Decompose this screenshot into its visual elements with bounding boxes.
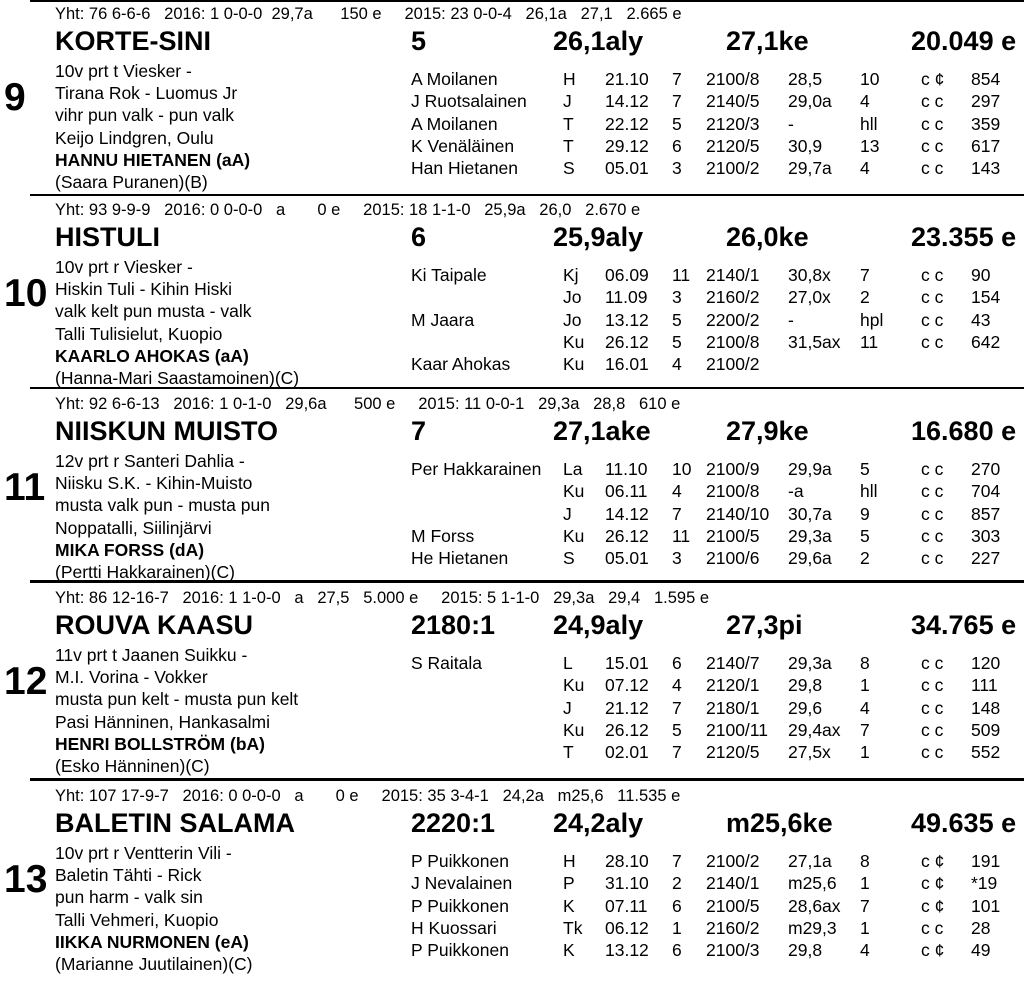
race-shoe: c c [921,917,944,938]
race-date: 21.10 [605,69,649,89]
race-prize: 270 [971,459,1001,479]
record-auto: 24,2aly [553,808,644,838]
driver-name: HENRI BOLLSTRÖM (bA) [55,733,265,754]
race-track: Jo [563,309,582,330]
race-driver: Han Hietanen [411,158,519,179]
race-dist: 2100/11 [706,719,768,740]
horse-parents: Baletin Tähti - Rick [55,865,202,886]
driver-colors: musta valk pun - musta pun [55,495,270,516]
race-track: La [563,459,583,479]
race-prize: 148 [971,697,1001,718]
program-number: 12 [4,660,48,703]
race-track: Ku [563,331,585,352]
race-date: 15.01 [605,653,649,673]
race-place: 4 [860,940,870,961]
race-place: 7 [860,719,870,740]
race-date: 06.12 [605,917,649,938]
race-time: 29,8 [788,940,823,961]
race-prize: 101 [971,895,1001,916]
start-position: 6 [411,222,427,252]
race-p: 7 [672,697,682,718]
race-track: Ku [563,354,585,375]
horse-entry [0,584,1024,780]
race-dist: 2200/2 [706,309,760,330]
race-track: Ku [563,481,585,502]
race-dist: 2140/5 [706,91,760,112]
race-track: Tk [563,917,583,938]
race-time: 29,6a [788,548,832,569]
race-track: J [563,503,572,524]
race-dist: 2120/1 [706,675,760,696]
race-time: m25,6 [788,873,837,894]
driver-colors: valk kelt pun musta - valk [55,301,252,322]
race-track: Ku [563,525,585,546]
race-dist: 2160/2 [706,917,760,938]
race-place: 2 [860,287,870,308]
record-volt: 27,9ke [726,416,809,446]
horse-name: ROUVA KAASU [55,610,254,640]
race-date: 28.10 [605,851,649,871]
race-prize: 297 [971,91,1001,112]
race-place: 1 [860,675,870,696]
race-prize: 704 [971,481,1001,502]
career-stats: Yht: 92 6-6-13 2016: 1 0-1-0 29,6a 500 e 2015: 11 0-0-1 29,3a 28,8 610 e [55,395,681,413]
race-driver: P Puikkonen [411,851,509,871]
race-date: 31.10 [605,873,649,894]
race-track: Kj [563,265,579,285]
horse-name: NIISKUN MUISTO [55,416,279,446]
race-date: 07.11 [605,895,648,916]
race-place: 13 [860,135,880,156]
total-earnings: 20.049 e [911,26,1017,56]
race-date: 26.12 [605,331,649,352]
race-place: 5 [860,459,870,479]
race-shoe: c c [921,309,944,330]
race-track: J [563,91,572,112]
race-p: 6 [672,135,682,156]
record-auto: 25,9aly [553,222,644,252]
start-position: 2220:1 [411,808,496,838]
race-shoe: c c [921,113,944,134]
race-dist: 2100/2 [706,354,760,375]
race-prize: 43 [971,309,991,330]
race-prize: 854 [971,69,1001,89]
driver-name: MIKA FORSS (dA) [55,539,205,560]
race-dist: 2120/5 [706,135,760,156]
race-shoe: c c [921,697,944,718]
driver-colors: vihr pun valk - pun valk [55,105,234,126]
race-dist: 2180/1 [706,697,760,718]
race-place: 2 [860,548,870,569]
race-time: 28,5 [788,69,823,89]
horse-parents: Niisku S.K. - Kihin-Muisto [55,473,253,494]
race-driver: M Forss [411,525,475,546]
race-date: 13.12 [605,309,649,330]
race-shoe: c c [921,135,944,156]
race-shoe: c ¢ [921,873,945,894]
driver-name: IIKKA NURMONEN (eA) [55,931,249,952]
trainer: (Saara Puranen)(B) [55,172,208,192]
race-date: 05.01 [605,548,649,569]
race-p: 7 [672,742,682,763]
race-shoe: c ¢ [921,940,945,961]
race-prize: 90 [971,265,991,285]
race-track: K [563,895,575,916]
race-shoe: c c [921,503,944,524]
total-earnings: 34.765 e [911,610,1017,640]
race-time: 31,5ax [788,331,841,352]
race-shoe: c ¢ [921,69,945,89]
driver-colors: pun harm - valk sin [55,887,203,908]
race-dist: 2140/1 [706,265,760,285]
race-dist: 2100/8 [706,69,760,89]
race-dist: 2100/6 [706,548,760,569]
race-p: 6 [672,653,682,673]
race-date: 29.12 [605,135,649,156]
race-place: 5 [860,525,870,546]
race-track: T [563,135,574,156]
race-shoe: c ¢ [921,851,945,871]
race-p: 4 [672,675,682,696]
start-position: 5 [411,26,427,56]
race-prize: 191 [971,851,1001,871]
race-prize: 359 [971,113,1001,134]
race-prize: 49 [971,940,991,961]
race-place: 1 [860,742,870,763]
race-time: 29,3a [788,525,832,546]
owner: Keijo Lindgren, Oulu [55,127,214,148]
race-p: 5 [672,331,682,352]
race-place: hll [860,113,878,134]
race-prize: 617 [971,135,1001,156]
race-track: S [563,158,575,179]
start-position: 2180:1 [411,610,496,640]
race-p: 11 [672,265,691,285]
race-track: H [563,69,576,89]
race-shoe: c c [921,459,944,479]
race-shoe: c c [921,158,944,179]
race-time: 29,7a [788,158,832,179]
race-time: 28,6ax [788,895,841,916]
race-time: 29,9a [788,459,832,479]
race-shoe: c c [921,265,944,285]
race-shoe: c c [921,481,944,502]
race-prize: 552 [971,742,1001,763]
race-track: P [563,873,575,894]
race-dist: 2140/7 [706,653,760,673]
race-place: hpl [860,309,884,330]
race-p: 6 [672,895,682,916]
horse-name: KORTE-SINI [55,26,212,56]
career-stats: Yht: 107 17-9-7 2016: 0 0-0-0 a 0 e 2015: 35 3-4-1 24,2a m25,6 11.535 e [55,787,681,805]
race-date: 06.11 [605,481,648,502]
race-place: hll [860,481,878,502]
record-auto: 24,9aly [553,610,644,640]
trainer: (Esko Hänninen)(C) [55,756,210,776]
race-time: 29,6 [788,697,823,718]
trainer: (Hanna-Mari Saastamoinen)(C) [55,368,300,388]
race-prize: 28 [971,917,991,938]
program-number: 11 [4,466,46,509]
race-dist: 2160/2 [706,287,760,308]
horse-pedigree-line: 10v prt r Ventterin Vili - [55,843,232,863]
race-date: 11.10 [605,459,648,479]
race-driver: A Moilanen [411,69,498,89]
horse-parents: Hiskin Tuli - Kihin Hiski [55,279,232,300]
race-dist: 2120/3 [706,113,760,134]
race-date: 05.01 [605,158,649,179]
race-track: T [563,113,574,134]
race-time: 30,7a [788,503,832,524]
record-volt: m25,6ke [726,808,833,838]
race-driver: J Ruotsalainen [411,91,527,112]
race-p: 3 [672,548,682,569]
race-prize: 120 [971,653,1001,673]
race-date: 06.09 [605,265,649,285]
race-time: 29,8 [788,675,823,696]
total-earnings: 16.680 e [911,416,1017,446]
race-p: 7 [672,503,682,524]
race-date: 11.09 [605,287,648,308]
race-p: 11 [672,525,691,546]
race-time: - [788,113,794,134]
race-p: 5 [672,113,682,134]
driver-name: HANNU HIETANEN (aA) [55,149,251,170]
race-p: 7 [672,91,682,112]
driver-colors: musta pun kelt - musta pun kelt [55,689,299,710]
race-time: 29,3a [788,653,832,673]
race-prize: 111 [971,675,998,696]
race-shoe: c c [921,675,944,696]
race-place: 1 [860,873,870,894]
total-earnings: 49.635 e [911,808,1017,838]
race-p: 2 [672,873,682,894]
program-number: 9 [4,76,26,119]
race-p: 5 [672,719,682,740]
race-dist: 2100/3 [706,940,760,961]
horse-parents: Tirana Rok - Luomus Jr [55,83,238,104]
race-dist: 2100/2 [706,851,760,871]
race-date: 14.12 [605,91,649,112]
race-shoe: c c [921,719,944,740]
race-date: 21.12 [605,697,649,718]
race-place: 4 [860,697,870,718]
career-stats: Yht: 76 6-6-6 2016: 1 0-0-0 29,7a 150 e 2015: 23 0-0-4 26,1a 27,1 2.665 e [55,5,682,23]
race-date: 13.12 [605,940,649,961]
race-date: 02.01 [605,742,649,763]
career-stats: Yht: 93 9-9-9 2016: 0 0-0-0 a 0 e 2015: 18 1-1-0 25,9a 26,0 2.670 e [55,201,641,219]
race-dist: 2100/8 [706,481,760,502]
race-prize: 857 [971,503,1001,524]
race-dist: 2100/8 [706,331,760,352]
race-track: T [563,742,574,763]
race-dist: 2100/5 [706,525,760,546]
race-p: 4 [672,354,682,375]
race-driver: M Jaara [411,309,475,330]
horse-entry [0,390,1024,586]
total-earnings: 23.355 e [911,222,1017,252]
race-driver: Per Hakkarainen [411,459,542,479]
race-shoe: c c [921,742,944,763]
race-place: 10 [860,69,880,89]
race-track: H [563,851,576,871]
driver-name: KAARLO AHOKAS (aA) [55,345,249,366]
race-place: 7 [860,265,870,285]
race-time: 30,9 [788,135,823,156]
race-driver: P Puikkonen [411,940,509,961]
race-prize: 509 [971,719,1001,740]
race-date: 14.12 [605,503,649,524]
owner: Talli Vehmeri, Kuopio [55,909,219,930]
horse-pedigree-line: 10v prt t Viesker - [55,61,192,81]
race-place: 4 [860,158,870,179]
record-volt: 26,0ke [726,222,809,252]
horse-name: HISTULI [55,222,160,252]
horse-entry [0,782,1024,978]
race-track: S [563,548,575,569]
record-auto: 27,1ake [553,416,651,446]
race-dist: 2140/1 [706,873,760,894]
race-place: 7 [860,895,870,916]
race-p: 7 [672,69,682,89]
race-place: 9 [860,503,870,524]
race-place: 8 [860,653,870,673]
horse-parents: M.I. Vorina - Vokker [55,667,208,688]
race-shoe: c c [921,91,944,112]
race-dist: 2100/9 [706,459,760,479]
owner: Pasi Hänninen, Hankasalmi [55,711,270,732]
race-dist: 2100/5 [706,895,760,916]
race-prize: 303 [971,525,1001,546]
race-p: 4 [672,481,682,502]
race-driver: Kaar Ahokas [411,354,511,375]
race-time: 27,5x [788,742,831,763]
race-driver: P Puikkonen [411,895,509,916]
race-date: 07.12 [605,675,649,696]
program-number: 13 [4,858,48,901]
start-position: 7 [411,416,427,446]
race-driver: He Hietanen [411,548,509,569]
race-shoe: c c [921,653,944,673]
race-track: Ku [563,675,585,696]
race-time: 29,4ax [788,719,841,740]
race-date: 22.12 [605,113,649,134]
record-volt: 27,3pi [726,610,803,640]
race-time: m29,3 [788,917,837,938]
trainer: (Pertti Hakkarainen)(C) [55,562,235,582]
race-shoe: c c [921,287,944,308]
race-track: Jo [563,287,582,308]
race-dist: 2140/10 [706,503,770,524]
race-shoe: c c [921,331,944,352]
race-shoe: c c [921,548,944,569]
horse-pedigree-line: 10v prt r Viesker - [55,257,193,277]
race-time: 30,8x [788,265,831,285]
race-p: 7 [672,851,682,871]
horse-pedigree-line: 11v prt t Jaanen Suikku - [55,645,248,665]
race-time: 27,1a [788,851,832,871]
race-p: 5 [672,309,682,330]
horse-entry [0,0,1024,196]
race-time: 27,0x [788,287,831,308]
race-shoe: c ¢ [921,895,945,916]
race-date: 16.01 [605,354,649,375]
race-prize: 227 [971,548,1001,569]
race-time: 29,0a [788,91,832,112]
race-p: 10 [672,459,692,479]
trainer: (Marianne Juutilainen)(C) [55,954,253,974]
race-place: 4 [860,91,870,112]
record-auto: 26,1aly [553,26,644,56]
race-shoe: c c [921,525,944,546]
race-p: 1 [672,917,682,938]
race-p: 3 [672,287,682,308]
race-track: K [563,940,575,961]
race-prize: *19 [971,873,998,894]
horse-name: BALETIN SALAMA [55,808,295,838]
race-p: 3 [672,158,682,179]
race-track: Ku [563,719,585,740]
race-date: 26.12 [605,525,649,546]
program-number: 10 [4,272,48,315]
career-stats: Yht: 86 12-16-7 2016: 1 1-0-0 a 27,5 5.000 e 2015: 5 1-1-0 29,3a 29,4 1.595 e [55,589,710,607]
race-driver: S Raitala [411,653,483,673]
owner: Noppatalli, Siilinjärvi [55,517,212,538]
race-time: - [788,309,794,330]
owner: Talli Tulisielut, Kuopio [55,323,223,344]
race-prize: 642 [971,331,1001,352]
race-driver: K Venäläinen [411,135,515,156]
horse-entry [0,196,1024,392]
race-driver: J Nevalainen [411,873,513,894]
race-dist: 2100/2 [706,158,760,179]
race-prize: 143 [971,158,1001,179]
race-driver: H Kuossari [411,917,497,938]
race-dist: 2120/5 [706,742,760,763]
horse-pedigree-line: 12v prt r Santeri Dahlia - [55,451,245,471]
race-track: L [563,653,573,673]
race-place: 1 [860,917,870,938]
race-date: 26.12 [605,719,649,740]
race-driver: Ki Taipale [411,265,487,285]
race-place: 11 [860,331,879,352]
race-p: 6 [672,940,682,961]
race-time: -a [788,481,804,502]
race-prize: 154 [971,287,1001,308]
race-place: 8 [860,851,870,871]
record-volt: 27,1ke [726,26,809,56]
race-driver: A Moilanen [411,113,498,134]
race-track: J [563,697,572,718]
